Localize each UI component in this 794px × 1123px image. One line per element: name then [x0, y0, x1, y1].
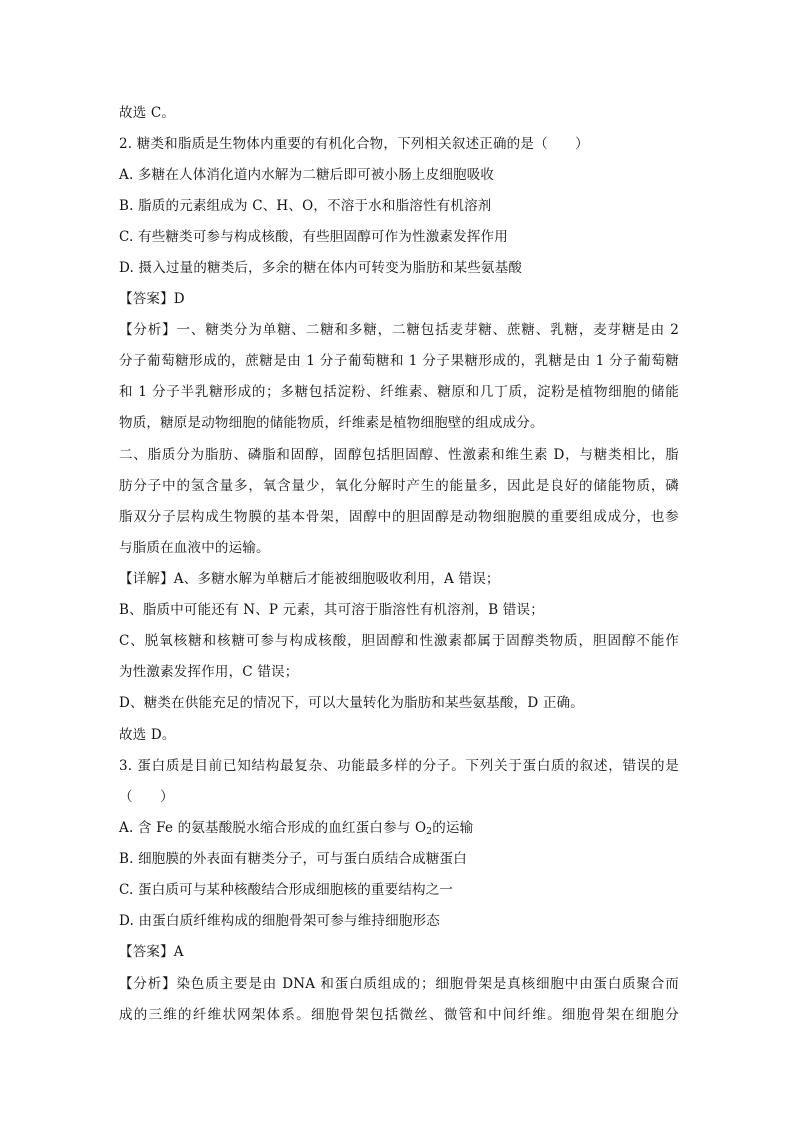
detail-line: 【详解】A、多糖水解为单糖后才能被细胞吸收利用，A 错误；	[119, 571, 500, 587]
question-3-stem: 3. 蛋白质是目前已知结构最复杂、功能最多样的分子。下列关于蛋白质的叙述，错误的是	[119, 758, 679, 774]
detail-line: D、糖类在供能充足的情况下，可以大量转化为脂肪和某些氨基酸，D 正确。	[119, 695, 584, 711]
detail-line: 为性激素发挥作用，C 错误；	[119, 664, 299, 680]
answer-line: 【答案】A	[119, 944, 184, 960]
text-line: 故选 D。	[119, 727, 176, 743]
option-b: B. 细胞膜的外表面有糖类分子，可与蛋白质结合成糖蛋白	[119, 851, 467, 867]
option-c: C. 有些糖类可参与构成核酸，有些胆固醇可作为性激素发挥作用	[119, 229, 508, 245]
option-a: A. 多糖在人体消化道内水解为二糖后即可被小肠上皮细胞吸收	[119, 167, 495, 183]
analysis-line: 物质，糖原是动物细胞的储能物质，纤维素是植物细胞壁的组成成分。	[119, 415, 544, 431]
analysis-line: 肪分子中的氢含量多，氧含量少，氧化分解时产生的能量多，因此是良好的储能物质，磷	[119, 478, 679, 494]
analysis-line: 脂双分子层构成生物膜的基本骨架，固醇中的胆固醇是动物细胞膜的重要组成成分，也参	[119, 509, 679, 525]
text-line: 故选 C。	[119, 105, 176, 121]
analysis-line: 分子葡萄糖形成的，蔗糖是由 1 分子葡萄糖和 1 分子果糖形成的，乳糖是由 1 分子葡萄糖	[119, 353, 679, 369]
detail-line: B、脂质中可能还有 N、P 元素，其可溶于脂溶性有机溶剂，B 错误；	[119, 602, 544, 618]
analysis-line: 【分析】一、糖类分为单糖、二糖和多糖，二糖包括麦芽糖、蔗糖、乳糖，麦芽糖是由 2	[119, 322, 679, 338]
option-a-tail: 的运输	[432, 820, 474, 836]
option-a-text: A. 含 Fe 的氨基酸脱水缩合形成的血红蛋白参与 O	[119, 820, 427, 836]
question-2-stem: 2. 糖类和脂质是生物体内重要的有机化合物，下列相关叙述正确的是（ ）	[119, 136, 589, 152]
subscript: 2	[426, 827, 433, 837]
option-d: D. 由蛋白质纤维构成的细胞骨架可参与维持细胞形态	[119, 913, 440, 929]
analysis-line: 二、脂质分为脂肪、磷脂和固醇，固醇包括胆固醇、性激素和维生素 D，与糖类相比，脂	[119, 447, 679, 463]
option-b: B. 脂质的元素组成为 C、H、O，不溶于水和脂溶性有机溶剂	[119, 198, 492, 214]
analysis-line: 成的三维的纤维状网架体系。细胞骨架包括微丝、微管和中间纤维。细胞骨架在细胞分	[119, 1007, 679, 1023]
option-d: D. 摄入过量的糖类后，多余的糖在体内可转变为脂肪和某些氨基酸	[119, 260, 523, 276]
analysis-line: 【分析】染色质主要是由 DNA 和蛋白质组成的；细胞骨架是真核细胞中由蛋白质聚合而	[119, 976, 679, 992]
question-3-blank: （ ）	[119, 789, 174, 805]
answer-line: 【答案】D	[119, 291, 185, 307]
option-c: C. 蛋白质可与某种核酸结合形成细胞核的重要结构之一	[119, 882, 454, 898]
detail-line: C、脱氧核糖和核糖可参与构成核酸，胆固醇和性激素都属于固醇类物质，胆固醇不能作	[119, 633, 679, 649]
analysis-line: 与脂质在血液中的运输。	[119, 540, 270, 556]
analysis-line: 和 1 分子半乳糖形成的；多糖包括淀粉、纤维素、糖原和几丁质，淀粉是植物细胞的储能	[119, 384, 679, 400]
option-a	[119, 819, 679, 837]
